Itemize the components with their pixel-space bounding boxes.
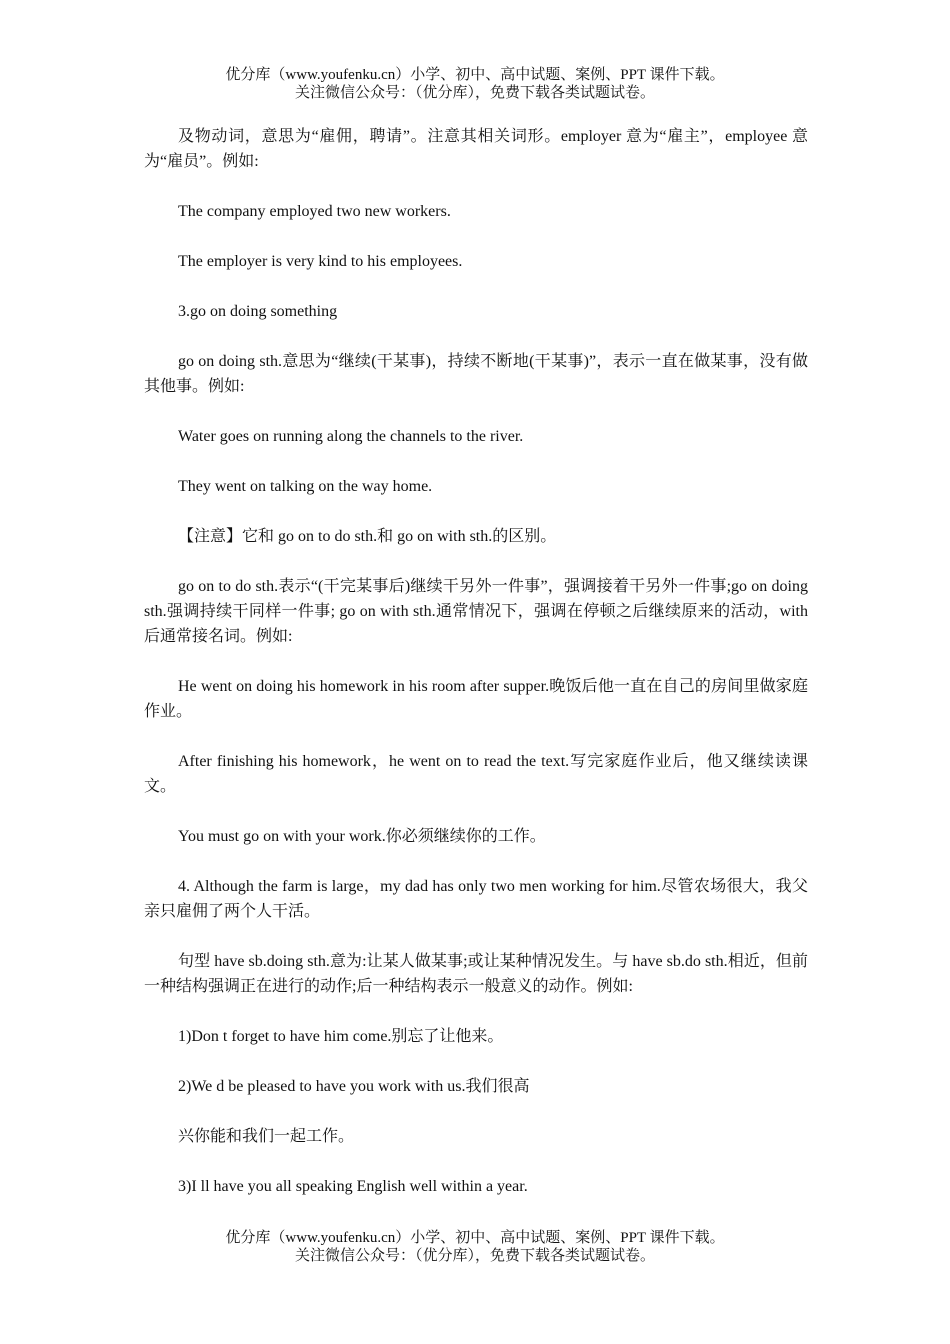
example-sentence: After finishing his homework，he went on to read the text.写完家庭作业后，他又继续读课文。	[144, 753, 808, 795]
header-line-1: 优分库（www.youfenku.cn）小学、初中、高中试题、案例、PPT 课件下载。	[225, 67, 725, 83]
paragraph-have-sb-doing: 句型 have sb.doing sth.意为:让某人做某事;或让某种情况发生。与 have sb.do sth.相近，但前一种结构强调正在进行的动作;后一种结构表示一般意义的动作。例如:	[144, 953, 808, 995]
example-sentence: He went on doing his homework in his room after supper.晚饭后他一直在自己的房间里做家庭作业。	[144, 678, 808, 720]
section-heading-although: 4. Although the farm is large，my dad has only two men working for him.尽管农场很大，我父亲只雇佣了两个人干活。	[144, 878, 808, 920]
page-footer	[0, 1229, 950, 1265]
numbered-example: 2)We d be pleased to have you work with us.我们很高	[178, 1078, 530, 1095]
footer-line-2: 关注微信公众号：（优分库），免费下载各类试题试卷。	[294, 1248, 655, 1264]
paragraph-go-on-doing-definition: go on doing sth.意思为“继续(干某事)，持续不断地(干某事)”，表示一直在做某事，没有做其他事。例如:	[144, 353, 808, 395]
footer-line-1: 优分库（www.youfenku.cn）小学、初中、高中试题、案例、PPT 课件下载。	[225, 1230, 725, 1246]
example-sentence: They went on talking on the way home.	[178, 478, 433, 495]
example-sentence: The employer is very kind to his employees.	[178, 253, 463, 270]
paragraph-comparison: go on to do sth.表示“(干完某事后)继续干另外一件事”，强调接着干另外一件事;go on doing sth.强调持续干同样一件事; go on with sth.通常情况下，强调在停顿之后继续原来的活动，with 后通常接名词。例如:	[144, 578, 808, 645]
example-sentence: You must go on with your work.你必须继续你的工作。	[178, 828, 546, 845]
numbered-example: 1)Don t forget to have him come.别忘了让他来。	[178, 1028, 504, 1045]
page-header	[0, 66, 950, 102]
header-line-2: 关注微信公众号：（优分库），免费下载各类试题试卷。	[294, 85, 655, 101]
example-sentence: The company employed two new workers.	[178, 203, 451, 220]
paragraph-employ-definition: 及物动词，意思为“雇佣，聘请”。注意其相关词形。employer 意为“雇主”，employee 意为“雇员”。例如:	[144, 128, 808, 170]
section-heading-go-on-doing: 3.go on doing something	[178, 303, 338, 320]
numbered-example-continuation: 兴你能和我们一起工作。	[178, 1128, 355, 1145]
note-paragraph: 【注意】它和 go on to do sth.和 go on with sth.的区别。	[178, 528, 557, 545]
document-body	[144, 124, 808, 1199]
example-sentence: Water goes on running along the channels to the river.	[178, 428, 524, 445]
numbered-example: 3)I ll have you all speaking English well within a year.	[178, 1178, 528, 1195]
